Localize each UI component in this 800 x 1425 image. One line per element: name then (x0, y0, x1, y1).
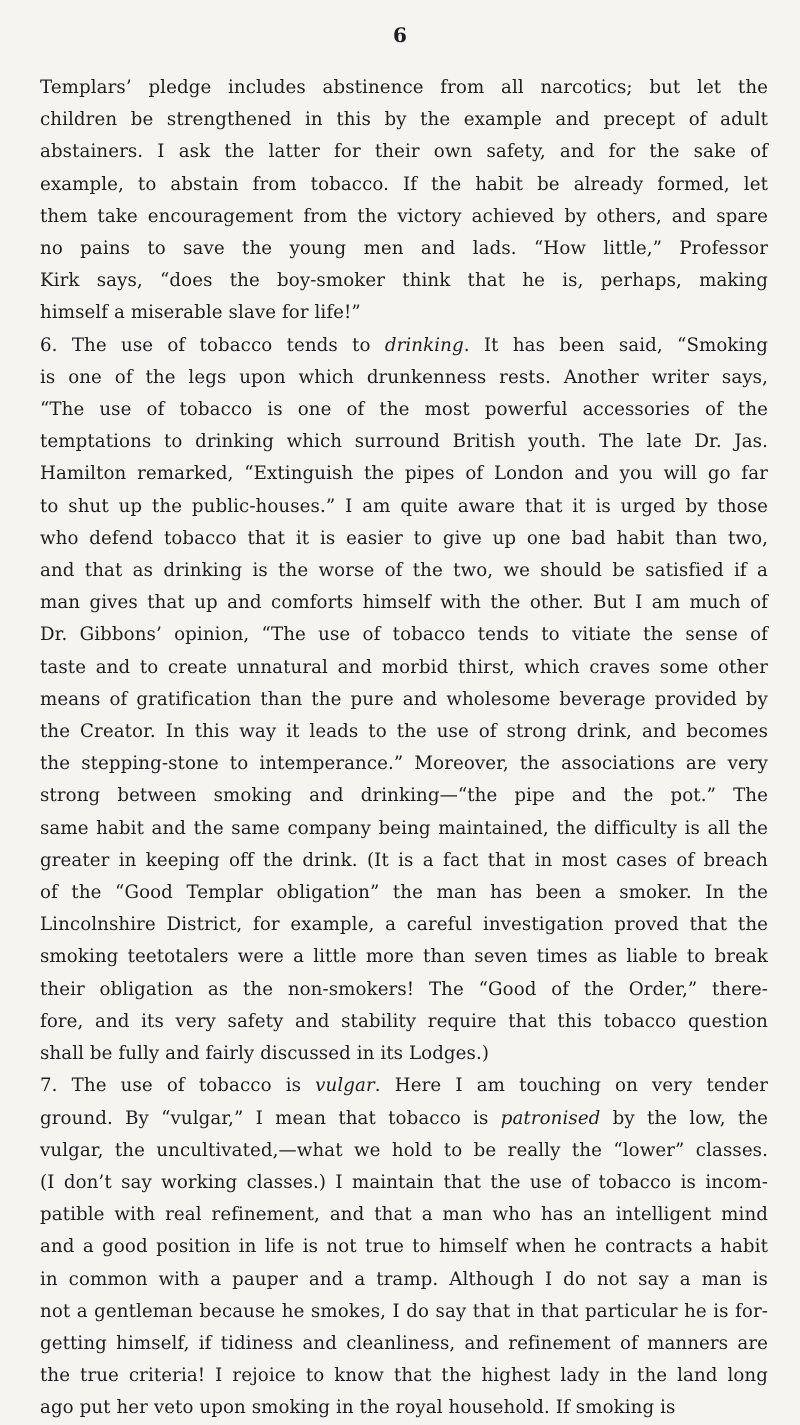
text-line: smoking teetotalers were a little more than seven times as liable to break (40, 946, 768, 968)
text-line: greater in keeping off the drink. (It is a fact that in most cases of breach (40, 849, 768, 871)
body-text (40, 72, 768, 1425)
text-line: Lincolnshire District, for example, a careful investigation proved that the (40, 914, 768, 936)
text-line: the Creator. In this way it leads to the use of strong drink, and becomes (40, 721, 768, 743)
text-line: no pains to save the young men and lads. “How little,” Professor (40, 238, 768, 260)
text-line: strong between smoking and drinking—“the pipe and the pot.” The (40, 785, 768, 807)
text-line: means of gratification than the pure and wholesome beverage provided by (40, 688, 768, 710)
text-line: the stepping-stone to intemperance.” Moreover, the associations are very (40, 753, 768, 775)
text-line: 7. The use of tobacco is vulgar. Here I am touching on very tender (40, 1075, 768, 1097)
text-line: Kirk says, “does the boy-smoker think that he is, perhaps, making (40, 270, 768, 292)
text-line: himself a miserable slave for life!” (40, 302, 361, 324)
emphasis: vulgar (315, 1075, 375, 1097)
emphasis: patronised (500, 1107, 601, 1129)
text-line: to shut up the public-houses.” I am quite aware that it is urged by those (40, 495, 768, 517)
text-line: Templars’ pledge includes abstinence from all narcotics; but let the (40, 77, 768, 98)
text-line: man gives that up and comforts himself with the other. But I am much of (40, 592, 768, 614)
text-line: same habit and the same company being maintained, the difficulty is all the (40, 817, 768, 839)
text-line: vulgar, the uncultivated,—what we hold to be really the “lower” classes. (40, 1139, 768, 1161)
text-line: patible with real refinement, and that a man who has an intelligent mind (40, 1204, 768, 1226)
text-line: ago put her veto upon smoking in the royal household. If smoking is (40, 1397, 676, 1419)
text-line: children be strengthened in this by the example and precept of adult (40, 109, 768, 131)
text-line: (I don’t say working classes.) I maintain that the use of tobacco is incom- (40, 1171, 768, 1193)
text-line: of the “Good Templar obligation” the man has been a smoker. In the (40, 882, 768, 904)
page-number: 6 (393, 23, 407, 47)
text-line: temptations to drinking which surround British youth. The late Dr. Jas. (40, 431, 768, 453)
text-line: getting himself, if tidiness and cleanliness, and refinement of manners are (40, 1332, 768, 1354)
text-line: the true criteria! I rejoice to know that the highest lady in the land long (40, 1365, 768, 1387)
emphasis: drinking (384, 334, 464, 356)
text-line: them take encouragement from the victory achieved by others, and spare (40, 205, 768, 227)
text-line: and that as drinking is the worse of the two, we should be satisfied if a (40, 560, 768, 582)
text-line: shall be fully and fairly discussed in its Lodges.) (40, 1043, 490, 1065)
text-line: not a gentleman because he smokes, I do say that in that particular he is for- (40, 1300, 768, 1322)
text-line: Dr. Gibbons’ opinion, “The use of tobacco tends to vitiate the sense of (40, 624, 768, 646)
text-line: who defend tobacco that it is easier to give up one bad habit than two, (40, 527, 768, 549)
text-line: 6. The use of tobacco tends to drinking. It has been said, “Smoking (40, 334, 768, 356)
text-line: and a good position in life is not true to himself when he contracts a habit (40, 1236, 768, 1258)
text-line: ground. By “vulgar,” I mean that tobacco is patronised by the low, the (40, 1107, 768, 1129)
text-line: “The use of tobacco is one of the most powerful accessories of the (40, 399, 768, 421)
text-line: is one of the legs upon which drunkenness rests. Another writer says, (40, 366, 768, 388)
text-line: Hamilton remarked, “Extinguish the pipes of London and you will go far (40, 463, 768, 485)
text-line: fore, and its very safety and stability require that this tobacco question (40, 1010, 768, 1032)
text-line: example, to abstain from tobacco. If the habit be already formed, let (40, 173, 768, 195)
text-line: their obligation as the non-smokers! The “Good of the Order,” there- (40, 978, 768, 1000)
text-line: in common with a pauper and a tramp. Although I do not say a man is (40, 1268, 768, 1290)
text-line: abstainers. I ask the latter for their own safety, and for the sake of (40, 141, 768, 163)
text-line: taste and to create unnatural and morbid thirst, which craves some other (40, 656, 768, 678)
